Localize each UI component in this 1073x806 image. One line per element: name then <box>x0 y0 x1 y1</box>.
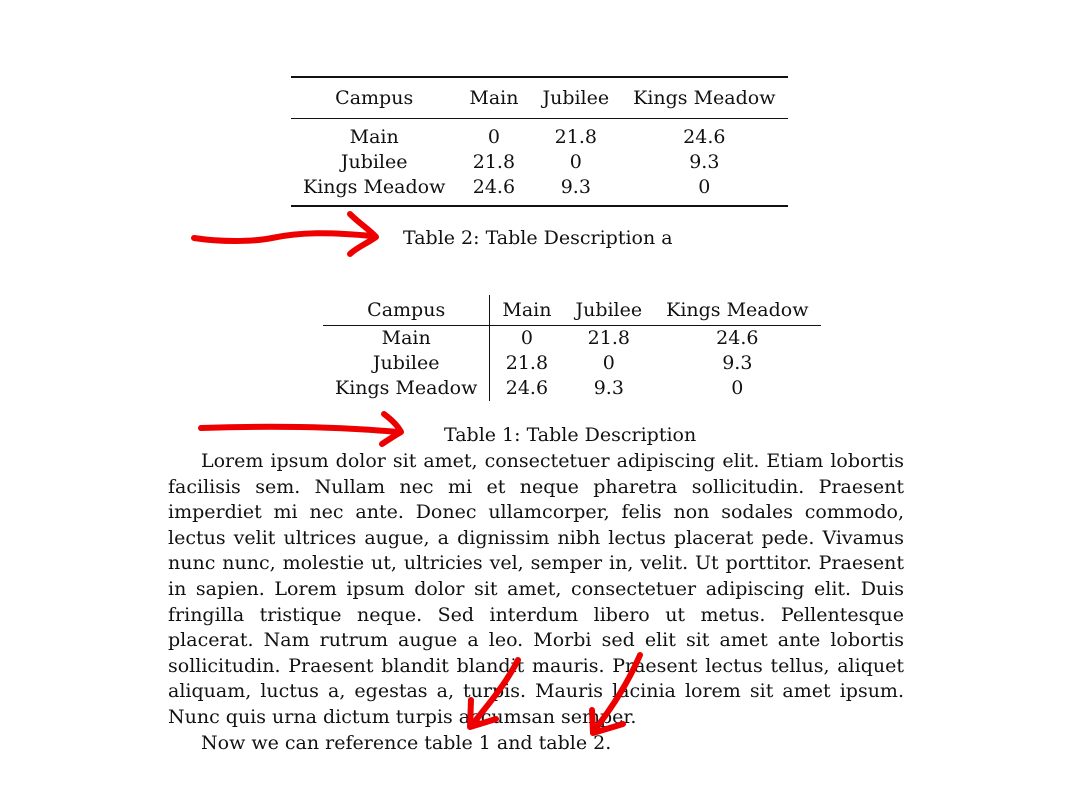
body-paragraph: Lorem ipsum dolor sit amet, consectetuer adipiscing elit. Etiam lobortis facilisis sem. Nullam nec mi et neque pharetra sollicitudin. Praesent imperdiet mi nec ante. Donec ullamcorper, felis non sodales commodo, lectus velit ultrices augue, a dignissim nibh lectus placerat pede. Vivamus nunc nunc, molestie ut, ultricies vel, semper in, velit. Ut porttitor. Praesent in sapien. Lorem ipsum dolor sit amet, consectetuer adipiscing elit. Duis fringilla tristique neque. Sed interdum libero ut metus. Pellentesque placerat. Nam rutrum augue a leo. Morbi sed elit sit amet ante lobortis sollicitudin. Praesent blandit blandit mauris. Praesent lectus tellus, aliquet aliquam, luctus a, egestas a, turpis. Mauris lacinia lorem sit amet ipsum. Nunc quis urna dictum turpis accumsan semper. <box>168 450 904 728</box>
table-cell: Jubilee <box>340 151 408 173</box>
arrow-to-table-1-reference-icon <box>470 660 518 727</box>
table-cell: 0 <box>698 176 711 198</box>
table-cell: 0 <box>569 151 582 173</box>
table-cell: 24.6 <box>472 176 516 198</box>
header-cell: Campus <box>323 295 490 326</box>
table-cell: 21.8 <box>505 352 549 374</box>
table-cell: 24.6 <box>716 327 759 349</box>
table-1-caption: Table 1: Table Description <box>444 424 697 446</box>
table-cell: 9.3 <box>689 151 720 173</box>
table-cell: 0 <box>487 126 500 148</box>
table-2-caption: Table 2: Table Description a <box>403 227 673 249</box>
table-cell: 9.3 <box>593 377 624 399</box>
table-cell: Jubilee <box>323 351 490 376</box>
arrow-to-table-1-caption-icon <box>201 414 401 444</box>
header-cell: Campus <box>291 77 457 119</box>
header-cell: Kings Meadow <box>654 295 820 326</box>
table-cell: Main <box>349 126 399 148</box>
table-cell: Kings Meadow <box>303 176 446 198</box>
arrow-to-table-2-reference-icon <box>592 655 640 733</box>
table-cell: 24.6 <box>505 377 549 399</box>
table-cell: 24.6 <box>683 126 726 148</box>
table-cell: Kings Meadow <box>323 376 490 401</box>
table-cell: 9.3 <box>722 352 753 374</box>
header-cell: Main <box>490 295 564 326</box>
table-cell: Main <box>323 326 490 352</box>
table-cell: 21.8 <box>587 327 630 349</box>
header-cell: Kings Meadow <box>621 77 787 119</box>
table-cell: 21.8 <box>554 126 597 148</box>
table-cell: 9.3 <box>560 176 591 198</box>
table-cell: 21.8 <box>472 151 516 173</box>
arrow-to-table-2-caption-icon <box>194 214 376 254</box>
table-cell: 0 <box>520 327 533 349</box>
header-cell: Jubilee <box>563 295 654 326</box>
reference-paragraph: Now we can reference table 1 and table 2. <box>201 732 612 754</box>
table-cell: 0 <box>602 352 615 374</box>
header-cell: Main <box>457 77 530 119</box>
header-cell: Jubilee <box>530 77 621 119</box>
table-cell: 0 <box>731 377 744 399</box>
